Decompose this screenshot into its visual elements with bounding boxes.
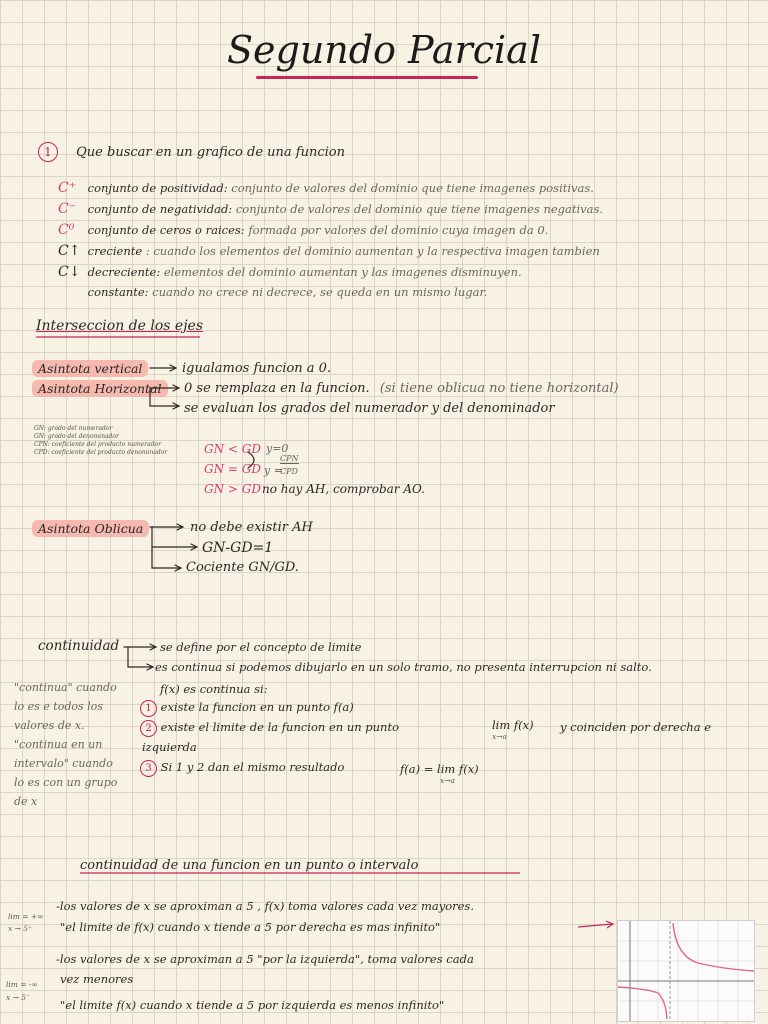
horizontal-note: (si tiene oblicua no tiene horizontal) [379, 381, 619, 396]
condition-number-badge: 2 [140, 720, 157, 737]
condition-number-badge: 3 [140, 760, 157, 777]
property-text: conjunto de valores del dominio que tiene imagenes negativas. [235, 202, 604, 216]
property-symbol: C⁻ [58, 201, 77, 217]
property-symbol: C↓ [58, 264, 81, 280]
legend-item: GN: grado del numerador [34, 425, 113, 432]
left-limit-description-cont: vez menores [60, 972, 134, 986]
continuidad-def-1: se define por el concepto de limite [160, 640, 362, 654]
side-note-line: lo es con un grupo [14, 776, 118, 789]
rule-gn-gt-gd-result: no hay AH, comprobar AO. [262, 482, 425, 496]
legend-item: GN: grado del denominador [34, 433, 119, 440]
side-note-line: intervalo" cuando [14, 757, 113, 770]
section-number-badge: 1 [38, 142, 58, 162]
asintota-vertical-label: Asintota vertical [32, 360, 148, 377]
side-note-line: valores de x. [14, 719, 85, 732]
property-text: elementos del dominio aumentan y las imagenes disminuyen. [163, 265, 522, 279]
legend-item: CPD: coeficiente del producto denominador [34, 449, 168, 456]
rule-fraction-denominator: CPD [280, 467, 298, 476]
left-limit-description: -los valores de x se aproximan a 5 "por la izquierda", toma valores cada [56, 952, 474, 966]
rule-fraction-numerator: CPN [280, 454, 299, 463]
condition-2-cont: izquierda [142, 740, 197, 754]
arrow-icon [152, 544, 197, 550]
interseccion-heading: Interseccion de los ejes [36, 318, 204, 334]
arrow-icon [150, 365, 176, 371]
property-symbol: C⁺ [58, 180, 77, 196]
continuidad-def-2: es continua si podemos dibujarlo en un solo tramo, no presenta interrupcion ni salto. [155, 660, 652, 674]
limit-minus-sub: x → 5⁻ [6, 993, 31, 1002]
property-label: constante: [87, 285, 149, 299]
property-label: conjunto de negatividad: [87, 202, 233, 216]
horizontal-rule-1: 0 se remplaza en la funcion. [184, 381, 370, 396]
brace-icon [248, 452, 254, 468]
side-note-line: de x [14, 795, 38, 808]
rule-gn-eq-gd-result: y = [264, 464, 283, 477]
limit-plus-infinity: lim = +∞ [8, 912, 44, 921]
property-label: decreciente: [87, 265, 161, 279]
side-note-line: lo es e todos los [14, 700, 103, 713]
limit-plus-sub: x → 5⁺ [8, 924, 33, 933]
hyperbola-graph [617, 920, 755, 1022]
property-label: conjunto de ceros o raices: [87, 223, 245, 237]
graph-svg [618, 921, 754, 1021]
property-text: conjunto de valores del dominio que tiene imagenes positivas. [231, 181, 594, 195]
side-note-line: "continua en un [14, 738, 103, 751]
property-text: : cuando los elementos del dominio aumentan y la respectiva imagen tambien [145, 244, 600, 258]
condition-2-limit-sub: x→a [492, 732, 507, 741]
rule-gn-eq-gd: GN = GD [204, 462, 261, 476]
left-branch-curve [618, 987, 667, 1019]
property-symbol: C↑ [58, 243, 81, 259]
property-symbol: C⁰ [58, 222, 75, 238]
arrow-icon [152, 527, 181, 571]
arrow-icon [578, 921, 613, 928]
arrow-icon [150, 524, 183, 530]
oblicua-rule-2: GN-GD=1 [202, 540, 274, 556]
asintota-horizontal-text2: se evaluan los grados del numerador y del denominador [184, 401, 555, 416]
condition-text: existe la funcion en un punto f(a) [160, 700, 354, 714]
property-text: formada por valores del dominio cuya imagen da 0. [248, 223, 549, 237]
arrow-icon [128, 647, 153, 670]
right-limit-quote: "el limite de f(x) cuando x tiende a 5 por derecha es mas infinito" [60, 920, 441, 934]
legend-item: CPN: coeficiente del producto numerador [34, 441, 161, 448]
condition-2-limit: lim f(x) [492, 718, 534, 732]
asintota-horizontal-label: Asintota Horizontal [32, 380, 168, 397]
property-label: creciente [87, 244, 143, 258]
arrow-icon [124, 644, 156, 650]
rule-gn-gt-gd: GN > GD [204, 482, 261, 496]
property-label: conjunto de positividad: [87, 181, 228, 195]
continuidad-label: continuidad [38, 638, 120, 654]
asintota-oblicua-label: Asintota Oblicua [32, 520, 149, 537]
limit-minus-infinity: lim = -∞ [6, 980, 38, 989]
right-limit-description: -los valores de x se aproximan a 5 , f(x) toma valores cada vez mayores. [56, 899, 474, 913]
right-branch-curve [673, 923, 754, 971]
rule-gn-lt-gd-result: y=0 [266, 442, 289, 455]
condition-text: existe el limite de la funcion en un punto [160, 720, 400, 734]
condition-3-limit-sub: x→a [440, 776, 455, 785]
section2-heading: continuidad de una funcion en un punto o intervalo [80, 858, 419, 873]
left-limit-quote: "el limite f(x) cuando x tiende a 5 por izquierda es menos infinito" [60, 998, 445, 1012]
arrow-icon [150, 385, 179, 391]
oblicua-rule-3: Cociente GN/GD. [186, 560, 299, 575]
oblicua-rule-1: no debe existir AH [190, 520, 313, 535]
continuidad-condition-intro: f(x) es continua si: [160, 682, 268, 696]
property-text: cuando no crece ni decrece, se queda en un mismo lugar. [152, 285, 488, 299]
condition-3-equation: f(a) = lim f(x) [400, 762, 479, 776]
condition-number-badge: 1 [140, 700, 157, 717]
side-note-line: "continua" cuando [14, 681, 117, 694]
rule-gn-lt-gd: GN < GD [204, 442, 261, 456]
page-title: Segundo Parcial [226, 28, 541, 72]
section1-heading: Que buscar en un grafico de una funcion [76, 145, 345, 160]
condition-text: Si 1 y 2 dan el mismo resultado [160, 760, 345, 774]
condition-2-end: y coinciden por derecha e [560, 720, 712, 734]
asintota-vertical-text: igualamos funcion a 0. [182, 361, 332, 376]
arrow-icon [150, 388, 179, 409]
